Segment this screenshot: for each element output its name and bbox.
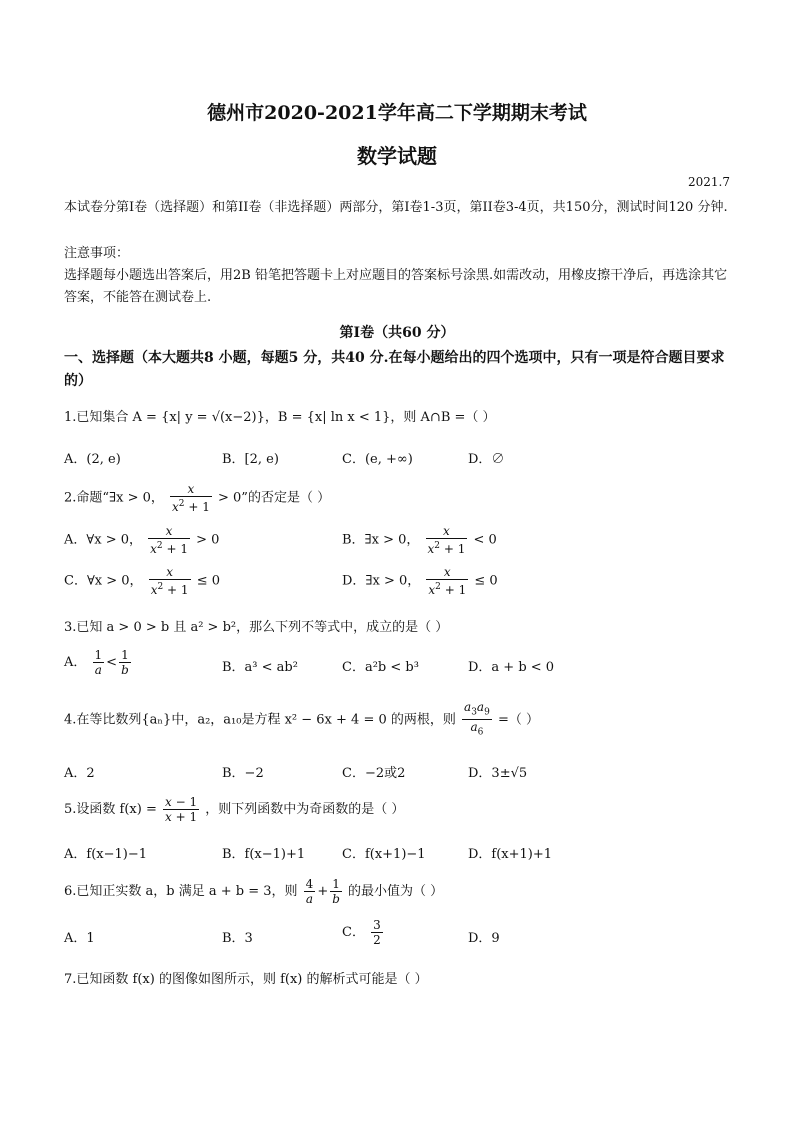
question-6-option-c[interactable]: C． $\frac{3}{2}$: [342, 918, 381, 947]
question-6-stem: 6.已知正实数 a，b 满足 a + b = 3，则 $\frac{4}{a}$ + $\frac{1}{b}$ 的最小值为（ ）: [64, 877, 444, 906]
question-4-option-b[interactable]: B．−2: [222, 766, 264, 781]
question-2-stem-end: ”的否定是（ ）: [241, 490, 331, 506]
question-4-option-a[interactable]: A．2: [64, 766, 95, 781]
question-5-option-d[interactable]: D．f(x+1)+1: [468, 847, 553, 862]
question-2-option-c[interactable]: C．∀x > 0， $\frac{x}{x^2 + 1}$ ≤ 0: [64, 565, 220, 597]
question-1-option-b[interactable]: B．[2, e): [222, 452, 279, 467]
question-1-option-d[interactable]: D．∅: [468, 452, 505, 467]
question-3-option-d[interactable]: D．a + b < 0: [468, 660, 555, 675]
question-2-stem-start: 2.命题“∃x > 0，: [64, 490, 164, 506]
question-2-option-b[interactable]: B．∃x > 0， $\frac{x}{x^2 + 1}$ < 0: [342, 524, 497, 556]
exam-title: 德州市2020-2021学年高二下学期期末考试: [207, 102, 587, 124]
question-2-option-a[interactable]: A．∀x > 0， $\frac{x}{x^2 + 1}$ > 0: [64, 524, 220, 556]
exam-subtitle: 数学试题: [357, 144, 437, 168]
question-4-stem: 4.在等比数列{aₙ}中，a₂，a₁₀是方程 x² − 6x + 4 = 0 的两根，则 $\frac{a_3a_9}{a_6}$ =（ ）: [64, 700, 539, 738]
question-5-stem: 5.设函数 f(x) = $\frac{x - 1}{x + 1}$ ，则下列函数中为奇函数的是（ ）: [64, 795, 405, 824]
notice-label: 注意事项：: [64, 246, 130, 261]
notice-text: 选择题每小题选出答案后，用2B 铅笔把答题卡上对应题目的答案标号涂黑.如需改动，用橡皮擦干净后，再选涂其它答案，不能答在测试卷上.: [64, 268, 728, 305]
question-4-option-c[interactable]: C．−2或2: [342, 766, 406, 781]
exam-date: 2021.7: [688, 175, 730, 189]
question-6-option-d[interactable]: D．9: [468, 931, 500, 946]
question-1-option-a[interactable]: A．(2, e): [64, 452, 121, 467]
exam-intro: 本试卷分第I卷（选择题）和第II卷（非选择题）两部分，第I卷1-3页，第II卷3-4页，共150分，测试时间120 分钟.: [64, 200, 728, 215]
question-3-stem: 3.已知 a > 0 > b 且 a² > b²，那么下列不等式中，成立的是（ ）: [64, 620, 449, 635]
question-4-option-d[interactable]: D．3±√5: [468, 766, 528, 781]
question-6-option-b[interactable]: B．3: [222, 931, 253, 946]
question-5-option-b[interactable]: B．f(x−1)+1: [222, 847, 306, 862]
section-title: 第I卷（共60 分）: [339, 325, 455, 341]
question-2-stem-gt: > 0: [218, 490, 242, 506]
part-heading: 一、选择题（本大题共8 小题，每题5 分，共40 分.在每小题给出的四个选项中，只有一项是符合题目要求的）: [64, 350, 725, 389]
question-3-option-b[interactable]: B．a³ < ab²: [222, 660, 298, 675]
question-2-stem: [64, 482, 330, 514]
question-1-stem: 1.已知集合 A = {x| y = √(x−2)}，B = {x| ln x < 1}，则 A∩B =（ ）: [64, 410, 496, 425]
question-5-option-c[interactable]: C．f(x+1)−1: [342, 847, 426, 862]
question-3-option-c[interactable]: C．a²b < b³: [342, 660, 419, 675]
question-2-fraction: $\frac{x}{x^2 + 1}$: [172, 482, 210, 514]
question-7-stem: 7.已知函数 f(x) 的图像如图所示，则 f(x) 的解析式可能是（ ）: [64, 972, 428, 987]
question-5-option-a[interactable]: A．f(x−1)−1: [64, 847, 148, 862]
question-6-option-a[interactable]: A．1: [64, 931, 95, 946]
question-3-option-a[interactable]: A． $\frac{1}{a}$ < $\frac{1}{b}$: [64, 648, 129, 677]
question-1-option-c[interactable]: C．(e, +∞): [342, 452, 413, 467]
question-2-option-d[interactable]: D．∃x > 0， $\frac{x}{x^2 + 1}$ ≤ 0: [342, 565, 498, 597]
